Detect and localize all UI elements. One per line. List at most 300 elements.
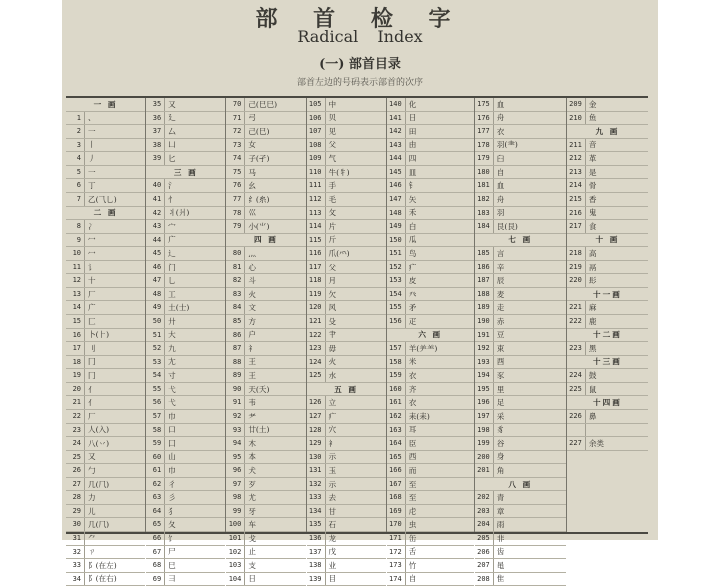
radical-entry (66, 396, 145, 410)
radical-entry (387, 193, 474, 207)
radical-number: 193 (475, 356, 494, 369)
radical-entry (567, 193, 648, 207)
radical-character: 衣 (408, 371, 417, 381)
radical-number (567, 424, 586, 437)
radical-entry (567, 315, 648, 329)
stroke-count-header (567, 234, 648, 248)
radical-character: 弓 (248, 113, 256, 123)
radical-entry (66, 315, 145, 329)
radical-number: 180 (475, 166, 494, 179)
radical-character: 日 (408, 113, 417, 123)
radical-number: 74 (226, 152, 245, 165)
radical-character: 风 (328, 303, 337, 313)
radical-number: 110 (307, 166, 326, 179)
radical-entry (387, 356, 474, 370)
radical-number: 65 (146, 518, 165, 531)
radical-character: ⺈ (88, 533, 96, 543)
radical-entry (146, 532, 225, 546)
radical-entry (226, 112, 305, 126)
radical-number: 179 (475, 152, 494, 165)
radical-character: 户 (248, 330, 256, 340)
radical-entry (226, 518, 305, 532)
radical-number: 95 (226, 451, 245, 464)
radical-number: 159 (387, 369, 406, 382)
radical-character: 癶 (408, 289, 417, 299)
radical-character: 角 (496, 465, 505, 475)
radical-character: 凵 (168, 140, 176, 150)
radical-number: 200 (475, 451, 494, 464)
radical-character: 夂 (168, 520, 176, 530)
radical-number: 106 (307, 112, 326, 125)
radical-entry (387, 546, 474, 560)
radical-character: 鼻 (588, 411, 597, 421)
radical-entry (226, 152, 305, 166)
radical-entry (387, 369, 474, 383)
radical-character: 弋 (168, 398, 176, 408)
radical-number: 129 (307, 437, 326, 450)
radical-character: 彐 (168, 574, 176, 584)
radical-character: 口 (168, 425, 176, 435)
radical-character: 肀 (328, 330, 337, 340)
radical-character: 心 (248, 262, 256, 272)
radical-entry (475, 342, 566, 356)
radical-character: 己(巳巳) (248, 99, 278, 109)
radical-entry (475, 546, 566, 560)
radical-number: 108 (307, 139, 326, 152)
radical-entry (475, 247, 566, 261)
radical-character: 里 (496, 384, 505, 394)
radical-character: 饣 (168, 533, 176, 543)
radical-number: 205 (475, 532, 494, 545)
stroke-count-label: 一 画 (93, 99, 118, 109)
radical-character: 业 (328, 560, 337, 570)
radical-entry (387, 491, 474, 505)
radical-number: 137 (307, 546, 326, 559)
radical-number: 188 (475, 288, 494, 301)
radical-number: 147 (387, 193, 406, 206)
radical-character: 冫 (88, 221, 96, 231)
radical-entry (146, 301, 225, 315)
radical-number: 56 (146, 396, 165, 409)
radical-number: 142 (387, 125, 406, 138)
radical-character: 阝(在左) (88, 560, 117, 570)
radical-number: 141 (387, 112, 406, 125)
radical-entry (307, 234, 386, 248)
radical-entry (307, 424, 386, 438)
radical-entry (475, 193, 566, 207)
radical-entry (226, 220, 305, 234)
radical-entry (66, 451, 145, 465)
radical-entry (66, 546, 145, 560)
radical-number: 128 (307, 424, 326, 437)
radical-character: 音 (588, 140, 597, 150)
radical-character: 舟 (496, 194, 505, 204)
radical-entry (475, 166, 566, 180)
radical-entry (475, 112, 566, 126)
radical-number: 47 (146, 274, 165, 287)
radical-entry (66, 193, 145, 207)
radical-number: 171 (387, 532, 406, 545)
radical-entry (567, 274, 648, 288)
radical-number: 10 (66, 247, 85, 260)
radical-entry (226, 166, 305, 180)
radical-number: 164 (387, 437, 406, 450)
radical-entry (66, 220, 145, 234)
radical-number: 6 (66, 179, 85, 192)
radical-entry (387, 518, 474, 532)
radical-entry (387, 451, 474, 465)
radical-number: 175 (475, 98, 494, 111)
radical-entry (146, 220, 225, 234)
radical-number: 111 (307, 179, 326, 192)
radical-entry (226, 261, 305, 275)
radical-number: 37 (146, 125, 165, 138)
radical-number: 13 (66, 288, 85, 301)
radical-entry (475, 505, 566, 519)
radical-entry (66, 478, 145, 492)
stroke-count-label: 二 画 (93, 208, 118, 218)
radical-character: 疋 (408, 316, 417, 326)
radical-character: 禾 (408, 208, 417, 218)
radical-character: 幺 (248, 181, 256, 191)
radical-number: 118 (307, 274, 326, 287)
radical-number: 57 (146, 410, 165, 423)
radical-number: 169 (387, 505, 406, 518)
radical-number: 73 (226, 139, 245, 152)
radical-character: 月 (328, 276, 337, 286)
radical-entry (146, 369, 225, 383)
index-note: 部首左边的号码表示部首的次序 (296, 78, 423, 88)
radical-entry (146, 207, 225, 221)
radical-character: 羽 (496, 208, 505, 218)
radical-number: 132 (307, 478, 326, 491)
radical-character: 自 (408, 574, 417, 584)
radical-character: 一 (88, 126, 96, 136)
radical-number: 2 (66, 125, 85, 138)
radical-character: 火 (248, 289, 256, 299)
radical-character: 爪(⺤) (328, 248, 350, 258)
radical-number: 207 (475, 559, 494, 572)
radical-entry (226, 207, 305, 221)
radical-character: 氵 (168, 181, 176, 191)
radical-number: 156 (387, 315, 406, 328)
radical-number: 163 (387, 424, 406, 437)
radical-entry (226, 546, 305, 560)
radical-character: 艮(艮) (496, 221, 518, 231)
radical-character: 石 (328, 520, 337, 530)
radical-entry (307, 139, 386, 153)
radical-character: 冂 (88, 357, 96, 367)
radical-character: 自 (496, 167, 505, 177)
radical-character: 乙(⺄乚) (88, 194, 117, 204)
radical-entry (146, 437, 225, 451)
radical-entry (307, 478, 386, 492)
radical-entry (567, 207, 648, 221)
radical-entry (387, 342, 474, 356)
radical-number: 29 (66, 505, 85, 518)
radical-number: 168 (387, 491, 406, 504)
radical-character: 木 (248, 438, 256, 448)
radical-character: 王 (248, 371, 256, 381)
radical-entry (567, 152, 648, 166)
radical-number: 100 (226, 518, 245, 531)
radical-character: 隹 (496, 574, 505, 584)
radical-character: 儿 (88, 506, 96, 516)
radical-number: 99 (226, 505, 245, 518)
radical-number: 203 (475, 505, 494, 518)
radical-entry (66, 301, 145, 315)
radical-entry (146, 546, 225, 560)
radical-character: 工 (168, 289, 176, 299)
radical-entry (307, 152, 386, 166)
radical-character: 文 (248, 303, 256, 313)
radical-character: 殳 (328, 316, 337, 326)
radical-character: 谷 (496, 438, 505, 448)
radical-character: 青 (496, 493, 505, 503)
radical-number: 54 (146, 369, 165, 382)
radical-character: 羽(⺻) (496, 140, 518, 150)
radical-character: 豸 (496, 425, 505, 435)
radical-entry (307, 396, 386, 410)
radical-character: 几(⺇) (88, 479, 110, 489)
radical-number: 35 (146, 98, 165, 111)
radical-number: 5 (66, 166, 85, 179)
radical-entry (226, 139, 305, 153)
radical-number: 30 (66, 518, 85, 531)
radical-number: 82 (226, 274, 245, 287)
radical-number: 26 (66, 464, 85, 477)
radical-entry (66, 464, 145, 478)
radical-character: 巾 (168, 411, 176, 421)
radical-character: 尢 (168, 357, 176, 367)
stroke-count-header (387, 329, 474, 343)
radical-number: 161 (387, 396, 406, 409)
radical-character: 父 (328, 262, 337, 272)
radical-number: 124 (307, 356, 326, 369)
radical-character: 采 (496, 411, 505, 421)
radical-character: 豕 (496, 371, 505, 381)
radical-entry (226, 369, 305, 383)
radical-character: 示 (328, 452, 337, 462)
radical-entry (567, 424, 648, 438)
radical-number: 93 (226, 424, 245, 437)
radical-entry (146, 451, 225, 465)
radical-number: 62 (146, 478, 165, 491)
radical-number: 135 (307, 518, 326, 531)
radical-character: 囗 (168, 438, 176, 448)
radical-character: 父 (328, 140, 337, 150)
radical-character: 瓜 (408, 235, 417, 245)
radical-entry (387, 573, 474, 586)
radical-character: 广 (168, 235, 176, 245)
radical-number: 134 (307, 505, 326, 518)
table-column (307, 98, 387, 584)
title-chinese: 部 首 检 字 (255, 6, 465, 32)
radical-character: 麻 (588, 303, 597, 313)
radical-entry (567, 410, 648, 424)
radical-entry (146, 396, 225, 410)
radical-entry (475, 207, 566, 221)
radical-entry (307, 532, 386, 546)
radical-number: 133 (307, 491, 326, 504)
radical-character: 止 (248, 547, 256, 557)
radical-number: 224 (567, 369, 586, 382)
radical-number: 31 (66, 532, 85, 545)
radical-entry (475, 98, 566, 112)
radical-character: 鬼 (588, 208, 597, 218)
radical-entry (226, 193, 305, 207)
radical-entry (66, 424, 145, 438)
radical-entry (66, 532, 145, 546)
radical-number: 152 (387, 261, 406, 274)
radical-entry (567, 220, 648, 234)
radical-character: 去 (328, 493, 337, 503)
radical-character: 高 (588, 248, 597, 258)
radical-character: 而 (408, 465, 417, 475)
radical-entry (387, 559, 474, 573)
radical-number: 102 (226, 546, 245, 559)
radical-character: 矢 (408, 194, 417, 204)
radical-entry (226, 491, 305, 505)
radical-entry (387, 505, 474, 519)
radical-character: 巛 (248, 208, 256, 218)
radical-character: 至 (408, 493, 417, 503)
scanned-page (62, 0, 658, 584)
radical-character: 鸟 (408, 248, 417, 258)
radical-entry (387, 410, 474, 424)
radical-entry (475, 383, 566, 397)
radical-number: 199 (475, 437, 494, 450)
radical-entry (387, 383, 474, 397)
radical-number: 217 (567, 220, 586, 233)
radical-number: 86 (226, 329, 245, 342)
radical-number: 55 (146, 383, 165, 396)
radical-number: 210 (567, 112, 586, 125)
stroke-count-header (475, 234, 566, 248)
radical-entry (307, 166, 386, 180)
radical-character: 斗 (248, 276, 256, 286)
radical-character: 子(孑) (248, 154, 270, 164)
radical-number: 1 (66, 112, 85, 125)
radical-character: 厂 (88, 411, 96, 421)
radical-number: 139 (307, 573, 326, 586)
radical-entry (307, 247, 386, 261)
radical-number: 63 (146, 491, 165, 504)
radical-character: 玉 (328, 465, 337, 475)
radical-character: 贝 (328, 113, 337, 123)
radical-number: 182 (475, 193, 494, 206)
radical-character: 己(巳) (248, 126, 270, 136)
radical-character: 齿 (496, 547, 505, 557)
radical-character: 缶 (408, 533, 417, 543)
radical-number: 103 (226, 559, 245, 572)
radical-entry (387, 274, 474, 288)
radical-entry (226, 247, 305, 261)
radical-character: 毋 (328, 343, 337, 353)
radical-number: 20 (66, 383, 85, 396)
radical-entry (475, 518, 566, 532)
radical-number: 97 (226, 478, 245, 491)
radical-character: 酉 (496, 357, 505, 367)
radical-character: 几(⺇) (88, 520, 110, 530)
radical-number: 33 (66, 559, 85, 572)
radical-number: 39 (146, 152, 165, 165)
radical-entry (146, 288, 225, 302)
radical-entry (226, 342, 305, 356)
radical-character: 至 (408, 479, 417, 489)
radical-character: 犬 (248, 465, 256, 475)
stroke-count-label: 三 画 (173, 167, 198, 177)
radical-character: 金 (588, 99, 597, 109)
radical-entry (66, 410, 145, 424)
radical-entry (387, 220, 474, 234)
radical-entry (567, 342, 648, 356)
radical-number: 18 (66, 356, 85, 369)
radical-number: 53 (146, 356, 165, 369)
radical-entry (66, 179, 145, 193)
radical-entry (307, 220, 386, 234)
radical-entry (475, 369, 566, 383)
radical-character: 辛 (496, 262, 505, 272)
radical-character: 赤 (496, 316, 505, 326)
radical-number: 216 (567, 207, 586, 220)
radical-character: 血 (496, 181, 505, 191)
radical-number: 172 (387, 546, 406, 559)
radical-number: 213 (567, 166, 586, 179)
radical-entry (475, 410, 566, 424)
radical-entry (226, 437, 305, 451)
radical-character: 丨 (88, 140, 96, 150)
radical-character: 走 (496, 303, 505, 313)
radical-number: 83 (226, 288, 245, 301)
radical-entry (66, 166, 145, 180)
radical-character: 束 (496, 343, 505, 353)
radical-character: 人(入) (88, 425, 110, 435)
radical-character: 耒(耒) (408, 411, 430, 421)
radical-number: 136 (307, 532, 326, 545)
radical-character: 鼓 (588, 371, 597, 381)
radical-entry (307, 261, 386, 275)
radical-character: 黾 (496, 560, 505, 570)
radical-character: 毛 (328, 194, 337, 204)
radical-entry (567, 166, 648, 180)
radical-number: 58 (146, 424, 165, 437)
radical-number: 27 (66, 478, 85, 491)
radical-number: 105 (307, 98, 326, 111)
radical-entry (475, 329, 566, 343)
radical-character: 身 (496, 452, 505, 462)
radical-character: 鹿 (588, 316, 597, 326)
radical-character: 一 (88, 167, 96, 177)
radical-character: 衣 (496, 126, 505, 136)
radical-entry (387, 98, 474, 112)
radical-character: 立 (328, 398, 337, 408)
radical-character: 廾 (168, 316, 176, 326)
radical-number: 184 (475, 220, 494, 233)
radical-number: 176 (475, 112, 494, 125)
radical-character: 辶 (168, 248, 176, 258)
radical-character: 戊 (328, 547, 337, 557)
radical-character: 力 (88, 493, 96, 503)
radical-entry (146, 356, 225, 370)
radical-character: 十 (88, 276, 96, 286)
stroke-count-header (307, 383, 386, 397)
radical-character: 白 (408, 221, 417, 231)
radical-character: 米 (408, 357, 417, 367)
radical-number: 198 (475, 424, 494, 437)
radical-character: 钅 (408, 181, 417, 191)
radical-number: 80 (226, 247, 245, 260)
